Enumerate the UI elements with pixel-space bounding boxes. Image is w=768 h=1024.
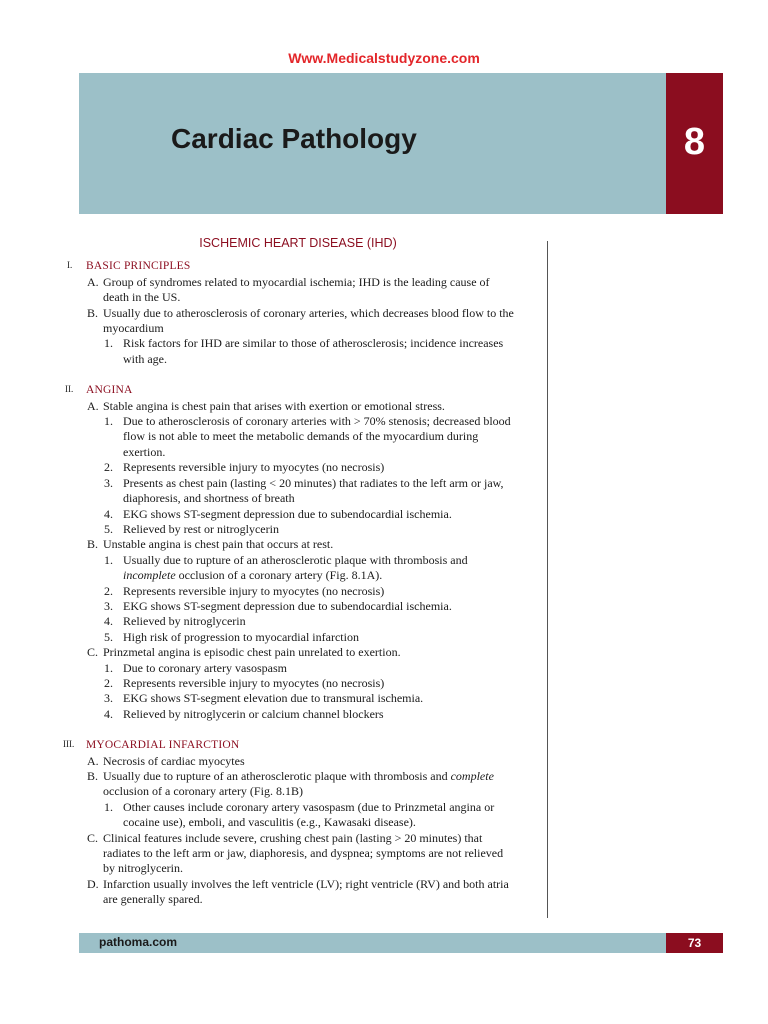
subitem-text: Represents reversible injury to myocytes (no necrosis) xyxy=(123,460,385,475)
main-content xyxy=(62,236,540,908)
outline-subitem xyxy=(62,336,540,367)
item-marker: B. xyxy=(87,537,99,552)
outline-subitem xyxy=(62,460,540,475)
item-text: Necrosis of cardiac myocytes xyxy=(103,753,245,768)
subitem-text: Due to atherosclerosis of coronary arteries with > 70% stenosis; decreased blood flow is not able to meet the metabolic demands of the myocardium during exertion. xyxy=(123,414,511,459)
outline-item xyxy=(62,877,540,908)
outline-subitem xyxy=(62,661,540,676)
outline-item xyxy=(62,645,540,660)
outline-subitem xyxy=(62,553,540,584)
subitem-text: Relieved by nitroglycerin xyxy=(123,614,246,629)
section-numeral: II. xyxy=(65,384,74,395)
chapter-number: 8 xyxy=(683,121,706,163)
subitem-text: Presents as chest pain (lasting < 20 minutes) that radiates to the left arm or jaw, diaphoresis, and shortness of breath xyxy=(123,475,504,506)
item-text: Prinzmetal angina is episodic chest pain unrelated to exertion. xyxy=(103,645,401,660)
outline-subitem xyxy=(62,476,540,507)
section-heading-row xyxy=(62,382,540,398)
item-marker: B. xyxy=(87,305,99,320)
subitem-text: Risk factors for IHD are similar to those of atherosclerosis; incidence increases with age. xyxy=(123,336,504,366)
subitem-text: Usually due to rupture of an atherosclerotic plaque with thrombosis and incomplete occlusion of a coronary artery (Fig. 8.1A). xyxy=(123,552,468,583)
subitem-marker: 3. xyxy=(104,691,113,706)
subitem-text: Relieved by nitroglycerin or calcium channel blockers xyxy=(123,706,384,721)
subitem-marker: 1. xyxy=(104,336,113,351)
subitem-marker: 5. xyxy=(104,521,113,536)
section-heading-row xyxy=(62,258,540,274)
subitem-marker: 3. xyxy=(104,598,113,613)
section-numeral: III. xyxy=(63,739,75,750)
outline-subitem xyxy=(62,676,540,691)
chapter-header-band xyxy=(79,73,666,214)
outline-item xyxy=(62,769,540,800)
subitem-marker: 4. xyxy=(104,614,113,629)
item-text: Group of syndromes related to myocardial ischemia; IHD is the leading cause of death in the US. xyxy=(103,274,490,305)
subitem-marker: 3. xyxy=(104,475,113,490)
page-number: 73 xyxy=(687,936,702,950)
outline-subitem xyxy=(62,707,540,722)
subitem-text: EKG shows ST-segment depression due to subendocardial ischemia. xyxy=(123,506,452,521)
subitem-marker: 1. xyxy=(104,552,113,567)
outline-item xyxy=(62,399,540,414)
section-heading: MYOCARDIAL INFARCTION xyxy=(86,739,240,752)
subitem-text: Represents reversible injury to myocytes (no necrosis) xyxy=(123,583,385,598)
footer-band xyxy=(79,933,666,953)
outline-section xyxy=(62,258,540,367)
section-heading: ANGINA xyxy=(86,384,133,397)
outline-section xyxy=(62,737,540,907)
outline-section xyxy=(62,382,540,722)
subitem-marker: 2. xyxy=(104,583,113,598)
subitem-marker: 2. xyxy=(104,460,113,475)
subitem-marker: 1. xyxy=(104,799,113,814)
margin-divider xyxy=(547,241,548,918)
outline-item xyxy=(62,831,540,877)
subitem-text: Other causes include coronary artery vasospasm (due to Prinzmetal angina or cocaine use), emboli, and vasculitis (e.g., Kawasaki disease). xyxy=(123,799,495,830)
subitem-text: Due to coronary artery vasospasm xyxy=(123,660,287,675)
subitem-marker: 1. xyxy=(104,660,113,675)
item-text: Clinical features include severe, crushing chest pain (lasting > 20 minutes) that radiates to the left arm or jaw, diaphoresis, and dyspnea; symptoms are not relieved by nitroglycerin. xyxy=(103,830,504,876)
subitem-marker: 2. xyxy=(104,675,113,690)
item-marker: D. xyxy=(87,876,99,891)
outline-item xyxy=(62,754,540,769)
outline-subitem xyxy=(62,414,540,460)
section-title: ISCHEMIC HEART DISEASE (IHD) xyxy=(199,236,397,250)
subitem-text: Relieved by rest or nitroglycerin xyxy=(123,521,279,536)
item-text: Usually due to rupture of an atherosclerotic plaque with thrombosis and complete occlusion of a coronary artery (Fig. 8.1B) xyxy=(103,769,494,799)
outline-subitem xyxy=(62,522,540,537)
chapter-number-box xyxy=(666,73,723,214)
footer-page-box xyxy=(666,933,723,953)
outline-subitem xyxy=(62,800,540,831)
item-marker: C. xyxy=(87,645,99,660)
section-heading-row xyxy=(62,737,540,753)
footer-site: pathoma.com xyxy=(99,935,178,949)
section-heading: BASIC PRINCIPLES xyxy=(86,260,191,273)
subitem-marker: 5. xyxy=(104,629,113,644)
outline-item xyxy=(62,275,540,306)
item-marker: A. xyxy=(87,753,99,768)
subitem-marker: 1. xyxy=(104,414,113,429)
outline-subitem xyxy=(62,630,540,645)
chapter-title: Cardiac Pathology xyxy=(171,123,417,154)
outline-subitem xyxy=(62,599,540,614)
subitem-marker: 4. xyxy=(104,506,113,521)
outline-subitem xyxy=(62,691,540,706)
subitem-text: Represents reversible injury to myocytes (no necrosis) xyxy=(123,675,385,690)
item-marker: B. xyxy=(87,769,99,783)
item-marker: A. xyxy=(87,398,99,413)
outline-item xyxy=(62,537,540,552)
section-numeral: I. xyxy=(67,260,73,271)
subitem-marker: 4. xyxy=(104,706,113,721)
item-text: Stable angina is chest pain that arises with exertion or emotional stress. xyxy=(103,398,445,413)
item-marker: C. xyxy=(87,830,99,845)
item-text: Usually due to atherosclerosis of coronary arteries, which decreases blood flow to the myocardium xyxy=(103,305,514,336)
outline-subitem xyxy=(62,584,540,599)
item-text: Infarction usually involves the left ventricle (LV); right ventricle (RV) and both atria are generally spared. xyxy=(103,876,509,907)
subitem-text: EKG shows ST-segment elevation due to transmural ischemia. xyxy=(123,691,424,706)
subitem-text: EKG shows ST-segment depression due to subendocardial ischemia. xyxy=(123,598,452,613)
subitem-text: High risk of progression to myocardial infarction xyxy=(123,629,359,644)
outline-subitem xyxy=(62,507,540,522)
watermark-url: Www.Medicalstudyzone.com xyxy=(288,50,480,66)
item-marker: A. xyxy=(87,274,99,289)
outline-subitem xyxy=(62,614,540,629)
item-text: Unstable angina is chest pain that occurs at rest. xyxy=(103,537,334,552)
outline-item xyxy=(62,306,540,337)
